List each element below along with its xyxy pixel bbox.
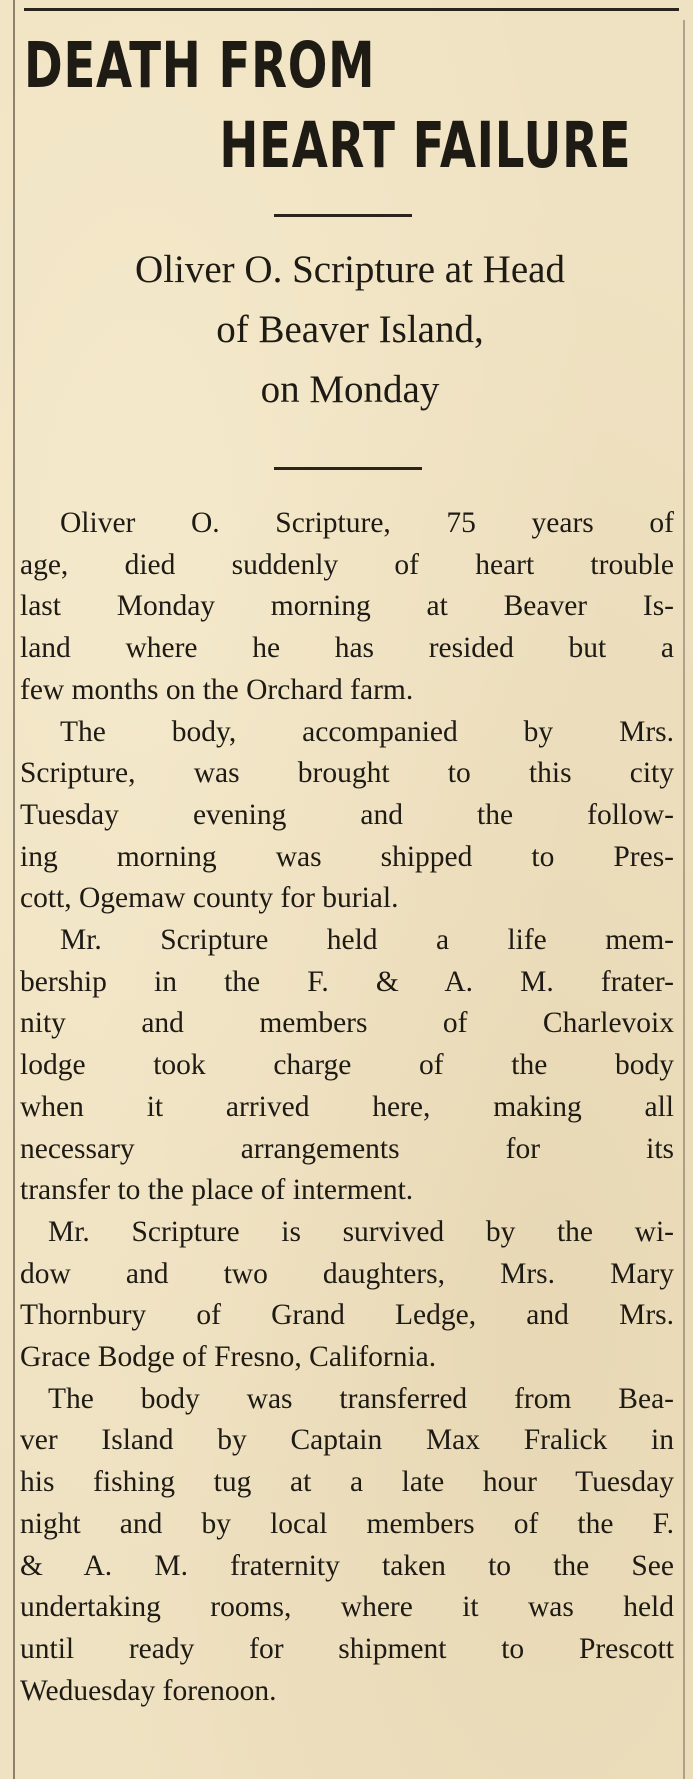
body-line: Scripture, was brought to this city	[20, 757, 674, 790]
top-rule	[24, 8, 679, 11]
subheadline-divider	[274, 467, 422, 470]
article-body	[20, 503, 674, 1712]
body-line: cott, Ogemaw county for burial.	[20, 882, 399, 915]
body-line: Tuesday evening and the follow-	[20, 798, 674, 831]
body-line: his fishing tug at a late hour Tuesday	[20, 1466, 674, 1499]
body-line: Grace Bodge of Fresno, California.	[20, 1341, 437, 1374]
body-line: necessary arrangements for its	[20, 1132, 674, 1165]
body-line: The body, accompanied by Mrs.	[60, 715, 674, 748]
body-line: land where he has resided but a	[20, 632, 674, 665]
body-line: last Monday morning at Beaver Is-	[20, 590, 674, 623]
body-line: age, died suddenly of heart trouble	[20, 548, 674, 581]
subheadline-line-2: of Beaver Island,	[216, 308, 484, 351]
body-line: when it arrived here, making all	[20, 1090, 674, 1123]
body-line: bership in the F. & A. M. frater-	[20, 965, 674, 998]
body-line: ver Island by Captain Max Fralick in	[20, 1424, 674, 1457]
body-line: nity and members of Charlevoix	[20, 1007, 674, 1040]
body-line: & A. M. fraternity taken to the See	[20, 1549, 674, 1582]
body-line: ing morning was shipped to Pres-	[20, 840, 674, 873]
body-line: Weduesday forenoon.	[20, 1674, 277, 1707]
body-line: night and by local members of the F.	[20, 1507, 674, 1540]
body-line: Oliver O. Scripture, 75 years of	[60, 507, 674, 539]
body-line: Mr. Scripture held a life mem-	[60, 924, 674, 957]
left-column-rule	[13, 0, 15, 1779]
body-line: dow and two daughters, Mrs. Mary	[20, 1257, 674, 1290]
headline	[24, 26, 632, 186]
body-line: lodge took charge of the body	[20, 1049, 674, 1082]
subheadline-line-1: Oliver O. Scripture at Head	[135, 248, 565, 291]
body-line: The body was transferred from Bea-	[48, 1382, 674, 1415]
body-line: Mr. Scripture is survived by the wi-	[48, 1215, 674, 1248]
body-line: undertaking rooms, where it was held	[20, 1591, 674, 1624]
subheadline	[20, 240, 680, 420]
subheadline-line-3: on Monday	[260, 368, 440, 411]
headline-line-1: DEATH FROM	[24, 29, 376, 102]
headline-divider	[274, 214, 412, 217]
body-line: Thornbury of Grand Ledge, and Mrs.	[20, 1299, 674, 1332]
right-column-rule	[683, 20, 685, 1779]
headline-line-2: HEART FAILURE	[219, 109, 632, 182]
body-line: until ready for shipment to Prescott	[20, 1632, 674, 1665]
body-line: few months on the Orchard farm.	[20, 673, 414, 706]
body-line: transfer to the place of interment.	[20, 1174, 414, 1207]
